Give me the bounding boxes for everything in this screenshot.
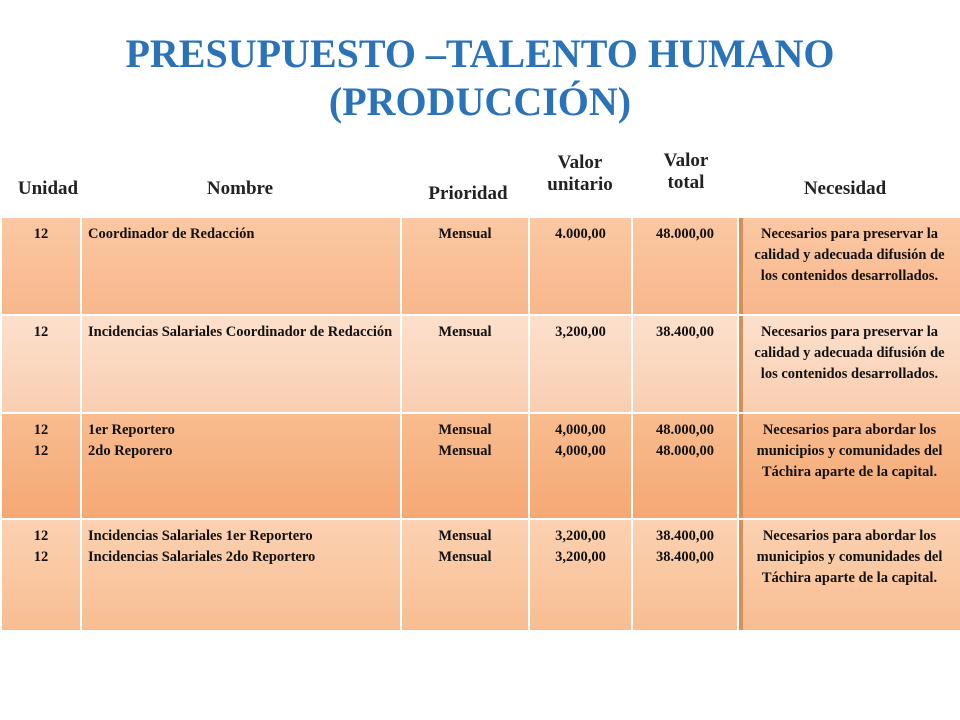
table-row — [1, 315, 960, 413]
cell-nombre-text: 2do Reporero — [88, 443, 173, 459]
cell-unidad-text: 12 — [33, 549, 49, 565]
cell-unidad — [1, 519, 81, 631]
header-prioridad: Prioridad — [428, 183, 508, 204]
header-unidad: Unidad — [17, 178, 79, 199]
cell-necesidad: Necesarios para abordar los municipios y comunidades del Táchira aparte de la capital. — [738, 519, 960, 631]
cell-unidad — [1, 217, 81, 315]
title-line-1: PRESUPUESTO –TALENTO HUMANO — [125, 31, 835, 76]
cell-necesidad: Necesarios para preservar la calidad y adecuada difusión de los contenidos desarrollados. — [738, 315, 960, 413]
cell-nombre-text: 1er Reportero — [88, 422, 175, 438]
table-row — [1, 519, 960, 631]
cell-valor-unitario-text: 3,200,00 — [555, 528, 606, 544]
table-body — [1, 217, 960, 631]
cell-prioridad — [401, 217, 529, 315]
cell-nombre — [81, 413, 401, 519]
cell-valor-total-text: 48.000,00 — [656, 226, 714, 242]
cell-valor-unitario-text: 4,000,00 — [555, 443, 606, 459]
cell-valor-unitario-text: 3,200,00 — [555, 549, 606, 565]
title-line-2: (PRODUCCIÓN) — [328, 79, 632, 124]
cell-nombre-text: Incidencias Salariales 1er Reportero — [88, 528, 313, 544]
cell-valor-total-text: 38.400,00 — [656, 324, 714, 340]
cell-prioridad-text: Mensual — [438, 422, 492, 438]
cell-prioridad-text: Mensual — [438, 549, 492, 565]
page-title — [0, 30, 960, 126]
cell-nombre — [81, 519, 401, 631]
cell-valor-total-text: 48.000,00 — [656, 443, 714, 459]
cell-nombre-text: Coordinador de Redacción — [88, 226, 255, 242]
header-valor-total-line2: total — [667, 172, 705, 193]
cell-valor-unitario-text: 4.000,00 — [555, 226, 606, 242]
cell-necesidad: Necesarios para preservar la calidad y adecuada difusión de los contenidos desarrollados. — [738, 217, 960, 315]
header-necesidad: Necesidad — [803, 178, 887, 199]
cell-unidad — [1, 413, 81, 519]
header-valor-unitario — [530, 152, 630, 196]
cell-valor-total-text: 38.400,00 — [656, 528, 714, 544]
header-nombre: Nombre — [206, 178, 274, 199]
cell-valor-unitario-text: 4,000,00 — [555, 422, 606, 438]
cell-prioridad — [401, 413, 529, 519]
cell-valor-total-text: 38.400,00 — [656, 549, 714, 565]
table-row — [1, 413, 960, 519]
cell-nombre — [81, 315, 401, 413]
cell-prioridad — [401, 315, 529, 413]
cell-unidad-text: 12 — [33, 422, 49, 438]
header-valor-unitario-line1: Valor — [557, 152, 603, 173]
cell-valor-total — [632, 315, 738, 413]
cell-necesidad: Necesarios para abordar los municipios y comunidades del Táchira aparte de la capital. — [738, 413, 960, 519]
cell-valor-unitario — [529, 413, 632, 519]
cell-valor-unitario — [529, 519, 632, 631]
cell-valor-unitario-text: 3,200,00 — [555, 324, 606, 340]
cell-nombre-text: Incidencias Salariales 2do Reportero — [88, 549, 316, 565]
cell-prioridad — [401, 519, 529, 631]
cell-nombre — [81, 217, 401, 315]
cell-unidad-text: 12 — [33, 324, 49, 340]
header-valor-total-line1: Valor — [663, 150, 709, 171]
header-valor-total — [636, 150, 736, 194]
table-row — [1, 217, 960, 315]
cell-valor-unitario — [529, 217, 632, 315]
cell-valor-total — [632, 413, 738, 519]
cell-prioridad-text: Mensual — [438, 528, 492, 544]
header-valor-unitario-line2: unitario — [547, 174, 613, 195]
cell-unidad — [1, 315, 81, 413]
cell-unidad-text: 12 — [33, 443, 49, 459]
cell-valor-unitario — [529, 315, 632, 413]
cell-valor-total — [632, 519, 738, 631]
cell-unidad-text: 12 — [33, 226, 49, 242]
cell-prioridad-text: Mensual — [438, 324, 492, 340]
cell-valor-total-text: 48.000,00 — [656, 422, 714, 438]
budget-table — [0, 216, 960, 632]
cell-prioridad-text: Mensual — [438, 443, 492, 459]
cell-valor-total — [632, 217, 738, 315]
cell-prioridad-text: Mensual — [438, 226, 492, 242]
cell-unidad-text: 12 — [33, 528, 49, 544]
cell-nombre-text: Incidencias Salariales Coordinador de Redacción — [88, 324, 393, 340]
